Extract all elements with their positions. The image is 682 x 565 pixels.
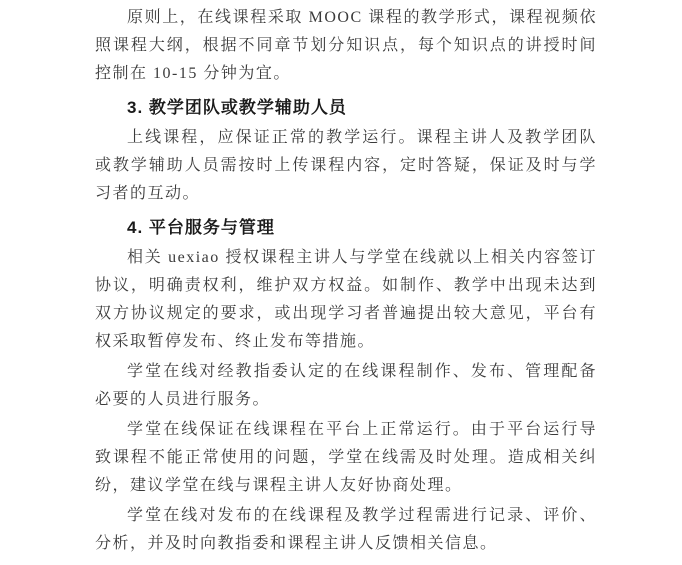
paragraph-staffing-service: 学堂在线对经教指委认定的在线课程制作、发布、管理配备必要的人员进行服务。 (95, 363, 597, 408)
paragraph-record-feedback: 学堂在线对发布的在线课程及教学过程需进行记录、评价、分析，并及时向教指委和课程主讲人反馈相关信息。 (95, 507, 597, 552)
paragraph-agreement: 相关 uexiao 授权课程主讲人与学堂在线就以上相关内容签订协议，明确责权利，维护双方权益。如制作、教学中出现未达到双方协议规定的要求，或出现学习者普遍提出较大意见，平台有权采取暂停发布、终止发布等措施。 (95, 249, 597, 350)
paragraph-mooc-format: 原则上，在线课程采取 MOOC 课程的教学形式，课程视频依照课程大纲，根据不同章节划分知识点，每个知识点的讲授时间控制在 10-15 分钟为宜。 (95, 9, 597, 82)
paragraph-teaching-operation: 上线课程，应保证正常的教学运行。课程主讲人及教学团队或教学辅助人员需按时上传课程内容，定时答疑，保证及时与学习者的互动。 (95, 129, 597, 202)
section-heading-platform-service: 4. 平台服务与管理 (127, 218, 275, 237)
section-heading-teaching-team: 3. 教学团队或教学辅助人员 (127, 98, 347, 117)
paragraph-platform-operation: 学堂在线保证在线课程在平台上正常运行。由于平台运行导致课程不能正常使用的问题，学堂在线需及时处理。造成相关纠纷，建议学堂在线与课程主讲人友好协商处理。 (95, 421, 597, 494)
